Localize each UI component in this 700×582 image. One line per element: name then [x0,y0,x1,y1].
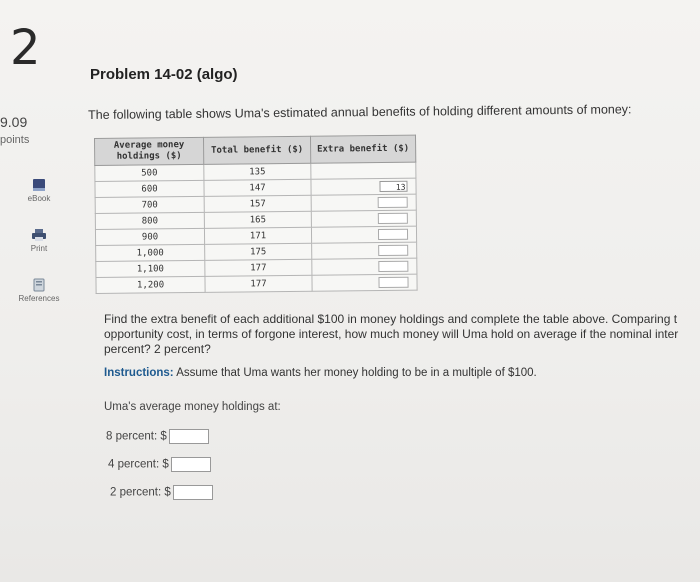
points-value: 9.09 [0,114,28,130]
paragraph-line: Find the extra benefit of each additional $100 in money holdings and complete the table above. Comparing t [104,312,678,326]
money-cell: 900 [95,228,204,245]
total-cell: 165 [204,211,311,228]
holding-row-4 [108,457,211,472]
extra-cell [311,226,416,243]
total-cell: 175 [205,243,312,260]
extra-cell [311,178,416,195]
money-cell: 1,100 [96,260,205,277]
money-cell: 700 [95,196,204,213]
instructions-label: Instructions: [104,367,174,379]
problem-intro: The following table shows Uma's estimated annual benefits of holding different amounts of money: [88,102,632,122]
extra-benefit-input[interactable] [378,213,408,224]
book-icon [31,178,47,192]
total-cell: 177 [205,259,312,276]
extra-benefit-input[interactable] [378,229,408,240]
ebook-link[interactable] [14,178,64,203]
header-extra: Extra benefit ($) [310,135,415,163]
holding-row-8 [106,429,209,444]
question-number: 2 [10,20,41,76]
holding-label-4: 4 percent: $ [108,458,169,471]
money-cell: 800 [95,212,204,229]
money-cell: 600 [95,180,204,197]
print-label: Print [30,244,48,253]
holding-row-2 [110,485,213,500]
total-cell: 177 [205,275,312,292]
ebook-label: eBook [27,194,51,203]
extra-benefit-input[interactable] [378,245,408,256]
money-cell: 500 [95,164,204,181]
paragraph-line: percent? 2 percent? [104,342,211,356]
total-cell: 157 [204,195,311,212]
points-block [0,113,29,149]
header-money: Average money holdings ($) [95,137,204,165]
points-label: points [0,134,30,146]
holdings-heading: Uma's average money holdings at: [104,401,281,413]
extra-cell [311,210,416,227]
holding-label-2: 2 percent: $ [110,486,171,499]
instructions-text: Assume that Uma wants her money holding to be in a multiple of $100. [173,367,537,379]
extra-cell [312,274,417,291]
question-paragraph [104,312,700,357]
extra-cell [311,162,416,179]
money-cell: 1,200 [96,276,205,293]
extra-cell [311,194,416,211]
header-total: Total benefit ($) [203,136,310,164]
extra-benefit-input[interactable]: 13 [379,181,407,192]
extra-benefit-input[interactable] [378,277,408,288]
print-link[interactable] [14,228,64,253]
extra-benefit-input[interactable] [378,197,408,208]
total-cell: 171 [204,227,311,244]
extra-benefit-input[interactable] [378,261,408,272]
money-cell: 1,000 [96,244,205,261]
instructions [104,367,537,379]
holding-label-8: 8 percent: $ [106,430,167,443]
references-link[interactable] [14,278,64,303]
extra-cell [312,258,417,275]
problem-title: Problem 14-02 (algo) [90,66,238,83]
total-cell: 135 [204,163,311,180]
holding-input-4[interactable] [171,457,211,472]
benefit-table [94,135,418,294]
total-cell: 147 [204,179,311,196]
holding-input-8[interactable] [169,429,209,444]
printer-icon [31,228,47,242]
paragraph-line: opportunity cost, in terms of forgone interest, how much money will Uma hold on average if the nominal inter [104,327,679,341]
table-row [96,274,417,293]
references-label: References [18,294,60,303]
table-header-row [95,135,416,165]
extra-cell [312,242,417,259]
references-icon [31,278,47,292]
holding-input-2[interactable] [173,485,213,500]
